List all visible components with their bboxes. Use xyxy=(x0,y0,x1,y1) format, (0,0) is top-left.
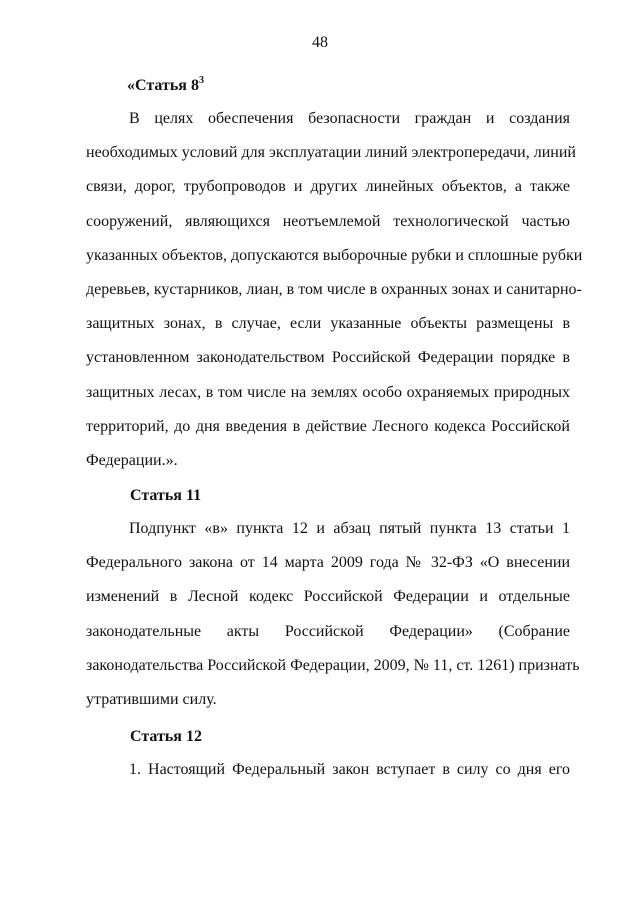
text-line: установленном законодательством Российской Федерации порядке в xyxy=(86,349,570,367)
article-8-3-body xyxy=(86,102,583,478)
article-8-3-heading xyxy=(127,76,204,96)
text-line: законодательные акты Российской Федерации» (Собрание xyxy=(86,622,570,640)
text-line: защитных зонах, в случае, если указанные объекты размещены в xyxy=(86,315,570,333)
article-12-body xyxy=(86,753,570,787)
text-line: В целях обеспечения безопасности граждан и создания xyxy=(129,110,570,127)
article-12-heading: Статья 12 xyxy=(130,728,202,745)
text-line: деревьев, кустарников, лиан, в том числе в охранных зонах и санитарно- xyxy=(86,281,582,299)
article-8-3-heading-superscript: 3 xyxy=(198,75,204,86)
text-line: указанных объектов, допускаются выборочные рубки и сплошные рубки xyxy=(86,246,583,264)
text-line: сооружений, являющихся неотъемлемой технологической частью xyxy=(86,212,570,230)
article-11-body xyxy=(86,512,580,717)
text-line: защитных лесах, в том числе на землях особо охраняемых природных xyxy=(86,383,570,401)
text-line: связи, дорог, трубопроводов и других линейных объектов, а также xyxy=(86,178,570,196)
text-line: законодательства Российской Федерации, 2009, № 11, ст. 1261) признать xyxy=(86,656,580,674)
text-line: утратившими силу. xyxy=(86,691,217,709)
text-line: необходимых условий для эксплуатации линий электропередачи, линий xyxy=(86,144,576,162)
page-number: 48 xyxy=(312,34,328,51)
text-line: Федерации.». xyxy=(86,452,178,470)
article-8-3-heading-text: «Статья 8 xyxy=(127,77,199,94)
text-line: Подпункт «в» пункта 12 и абзац пятый пункта 13 статьи 1 xyxy=(129,520,570,537)
text-line: Федерального закона от 14 марта 2009 года № 32-ФЗ «О внесении xyxy=(86,554,570,572)
text-line: изменений в Лесной кодекс Российской Федерации и отдельные xyxy=(86,588,570,606)
article-11-heading: Статья 11 xyxy=(130,487,202,504)
text-line: 1. Настоящий Федеральный закон вступает в силу со дня его xyxy=(129,761,570,778)
text-line: территорий, до дня введения в действие Лесного кодекса Российской xyxy=(86,417,570,435)
